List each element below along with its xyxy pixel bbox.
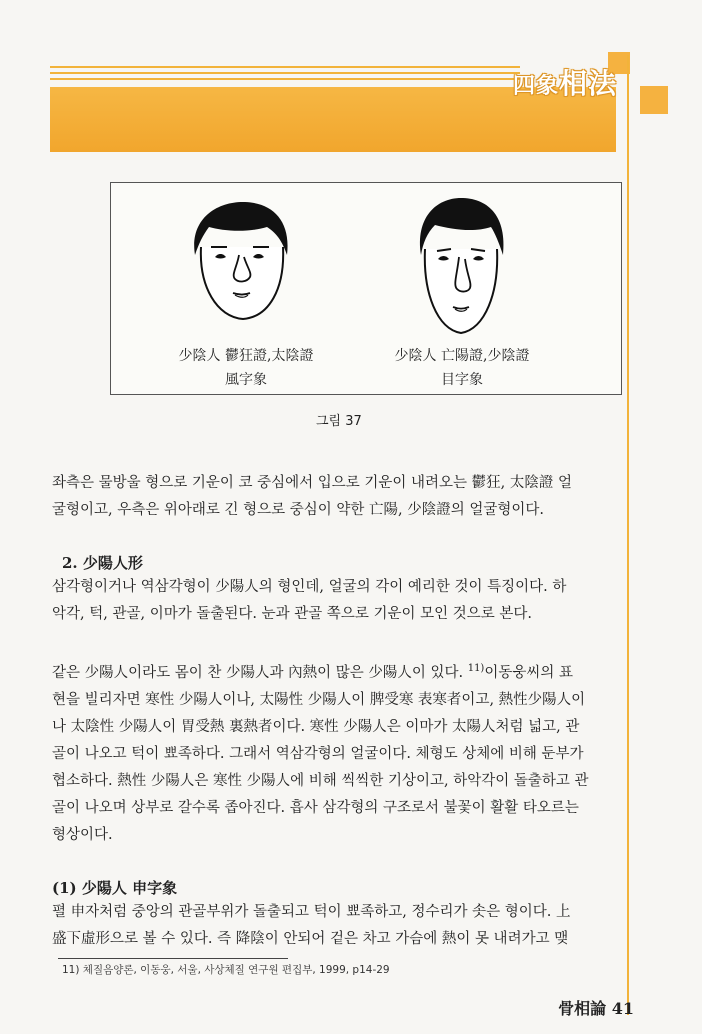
paragraph-4 <box>52 899 632 953</box>
header-rule-top <box>50 66 520 68</box>
para2-line: 삼각형이거나 역삼각형이 少陽人의 형인데, 얼굴의 각이 예리한 것이 특징이다. 하 <box>52 579 567 595</box>
header-char-1: 四 <box>513 73 537 99</box>
left-caption-line2: 風字象 <box>225 372 267 388</box>
header-char-3: 相 <box>559 67 589 100</box>
para4-line: 盛下虛形으로 볼 수 있다. 즉 降陰이 안되어 겉은 차고 가슴에 熱이 못 내려가고 맺 <box>52 931 569 947</box>
header-char-4: 法 <box>588 67 618 100</box>
header-char-2: 象 <box>536 73 560 99</box>
paragraph-2 <box>52 574 632 628</box>
para3-suffix: 이동웅씨의 표 <box>484 664 573 681</box>
para4-line: 펼 申자처럼 중앙의 관골부위가 돌출되고 턱이 뾰족하고, 정수리가 솟은 형이다. 上 <box>52 904 571 920</box>
section-2-heading: 2. 少陽人形 <box>62 554 143 572</box>
para2-line: 악각, 턱, 관골, 이마가 돌출된다. 눈과 관골 쪽으로 기운이 모인 것으로 본다. <box>52 606 532 622</box>
para1-line: 굴형이고, 우측은 위아래로 긴 형으로 중심이 약한 亡陽, 少陰證의 얼굴형이다. <box>52 502 544 518</box>
footnote-rule <box>58 958 288 959</box>
header-rule-2 <box>50 72 520 74</box>
paragraph-1 <box>52 470 632 524</box>
paragraph-3 <box>52 655 632 849</box>
para3-line: 형상이다. <box>52 826 113 843</box>
right-caption-line1: 少陰人 亡陽證,少陰證 <box>394 348 530 364</box>
footnote-ref: 11) <box>467 663 485 674</box>
header-square-2 <box>640 86 668 114</box>
long-face-drawing <box>411 193 511 339</box>
para3-line: 현을 빌리자면 寒性 少陽人이나, 太陽性 少陽人이 脾受寒 表寒者이고, 熱性少陽人이 <box>52 691 586 708</box>
round-face-drawing <box>187 197 297 325</box>
header-vertical-rule <box>627 55 629 1015</box>
para3-line: 협소하다. 熱性 少陽人은 寒性 少陽人에 비해 씩씩한 기상이고, 하악각이 돌출하고 관 <box>52 772 589 789</box>
right-caption-line2: 目字象 <box>441 372 483 388</box>
left-caption-line1: 少陰人 鬱狂證,太陰證 <box>178 348 314 364</box>
para3-line <box>52 655 632 687</box>
figure-box <box>110 182 622 395</box>
page-number: 骨相論 41 <box>558 999 634 1018</box>
para1-line: 좌측은 물방울 형으로 기운이 코 중심에서 입으로 기운이 내려오는 鬱狂, 太陰證 얼 <box>52 475 573 491</box>
footnote: 11) 체질음양론, 이동웅, 서울, 사상체질 연구원 편집부, 1999, p14-29 <box>62 964 390 976</box>
para3-line: 골이 나오며 상부로 갈수록 좁아진다. 흡사 삼각형의 구조로서 불꽃이 활활 타오르는 <box>52 799 579 816</box>
figure-label: 그림 37 <box>316 414 362 429</box>
para3-line: 골이 나오고 턱이 뾰족하다. 그래서 역삼각형의 얼굴이다. 체형도 상체에 비해 둔부가 <box>52 745 584 762</box>
header-title <box>513 62 618 100</box>
para3-prefix: 같은 少陽人이라도 몸이 찬 少陽人과 內熱이 많은 少陽人이 있다. <box>52 664 468 681</box>
subsection-heading: (1) 少陽人 申字象 <box>52 879 178 897</box>
para3-line: 나 太陰性 少陽人이 胃受熱 裏熱者이다. 寒性 少陽人은 이마가 太陽人처럼 넓고, 관 <box>52 718 580 735</box>
header-rule-3 <box>50 78 520 80</box>
